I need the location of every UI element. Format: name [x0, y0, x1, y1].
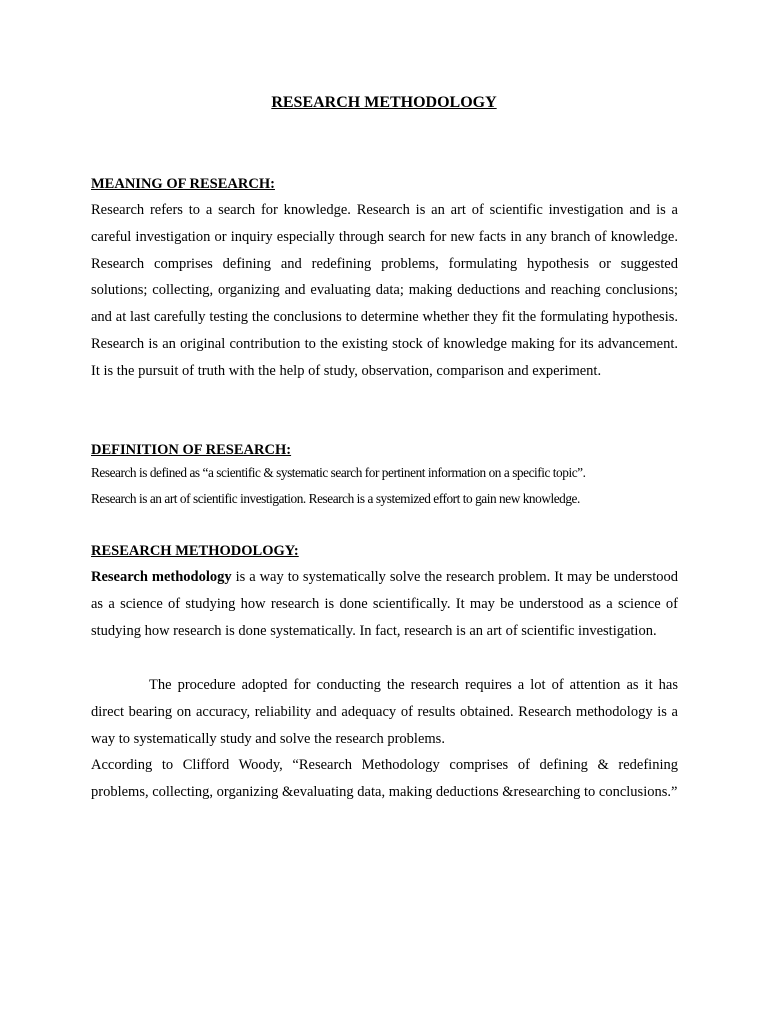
methodology-paragraph-1: [91, 564, 678, 644]
document-title: RESEARCH METHODOLOGY: [271, 94, 497, 111]
meaning-heading: MEANING OF RESEARCH:: [91, 176, 275, 192]
methodology-paragraph-2: The procedure adopted for conducting the research requires a lot of attention as it has direct bearing on accuracy, reliability and adequacy of results obtained. Research methodology is a way to systematically study and solve the research problems.: [91, 677, 678, 747]
definition-line-1: Research is defined as “a scientific & systematic search for pertinent information on a specific topic”.: [91, 465, 586, 480]
definition-heading: DEFINITION OF RESEARCH:: [91, 442, 292, 458]
methodology-paragraph-3: According to Clifford Woody, “Research Methodology comprises of defining & redefining problems, collecting, organizing &evaluating data, making deductions &researching to conclusions.”: [91, 757, 678, 800]
definition-line-2: Research is an art of scientific investigation. Research is a systemized effort to gain new knowledge.: [91, 491, 580, 506]
methodology-lead-term: Research methodology: [91, 569, 232, 585]
meaning-paragraph: Research refers to a search for knowledge. Research is an art of scientific investigation and is a careful investigation or inquiry especially through search for new facts in any branch of knowledge. Research comprises defining and redefining problems, formulating hypothesis or suggested solutions; collecting, organizing and evaluating data; making deductions and reaching conclusions; and at last carefully testing the conclusions to determine whether they fit the formulating hypothesis. Research is an original contribution to the existing stock of knowledge making for its advancement. It is the pursuit of truth with the help of study, observation, comparison and experiment.: [91, 202, 678, 379]
methodology-heading: RESEARCH METHODOLOGY:: [91, 543, 299, 559]
methodology-paragraph-1-text: is a way to systematically solve the research problem. It may be understood as a science of studying how research is done scientifically. It may be understood as a science of studying how research is done systematically. In fact, research is an art of scientific investigation.: [91, 569, 678, 639]
